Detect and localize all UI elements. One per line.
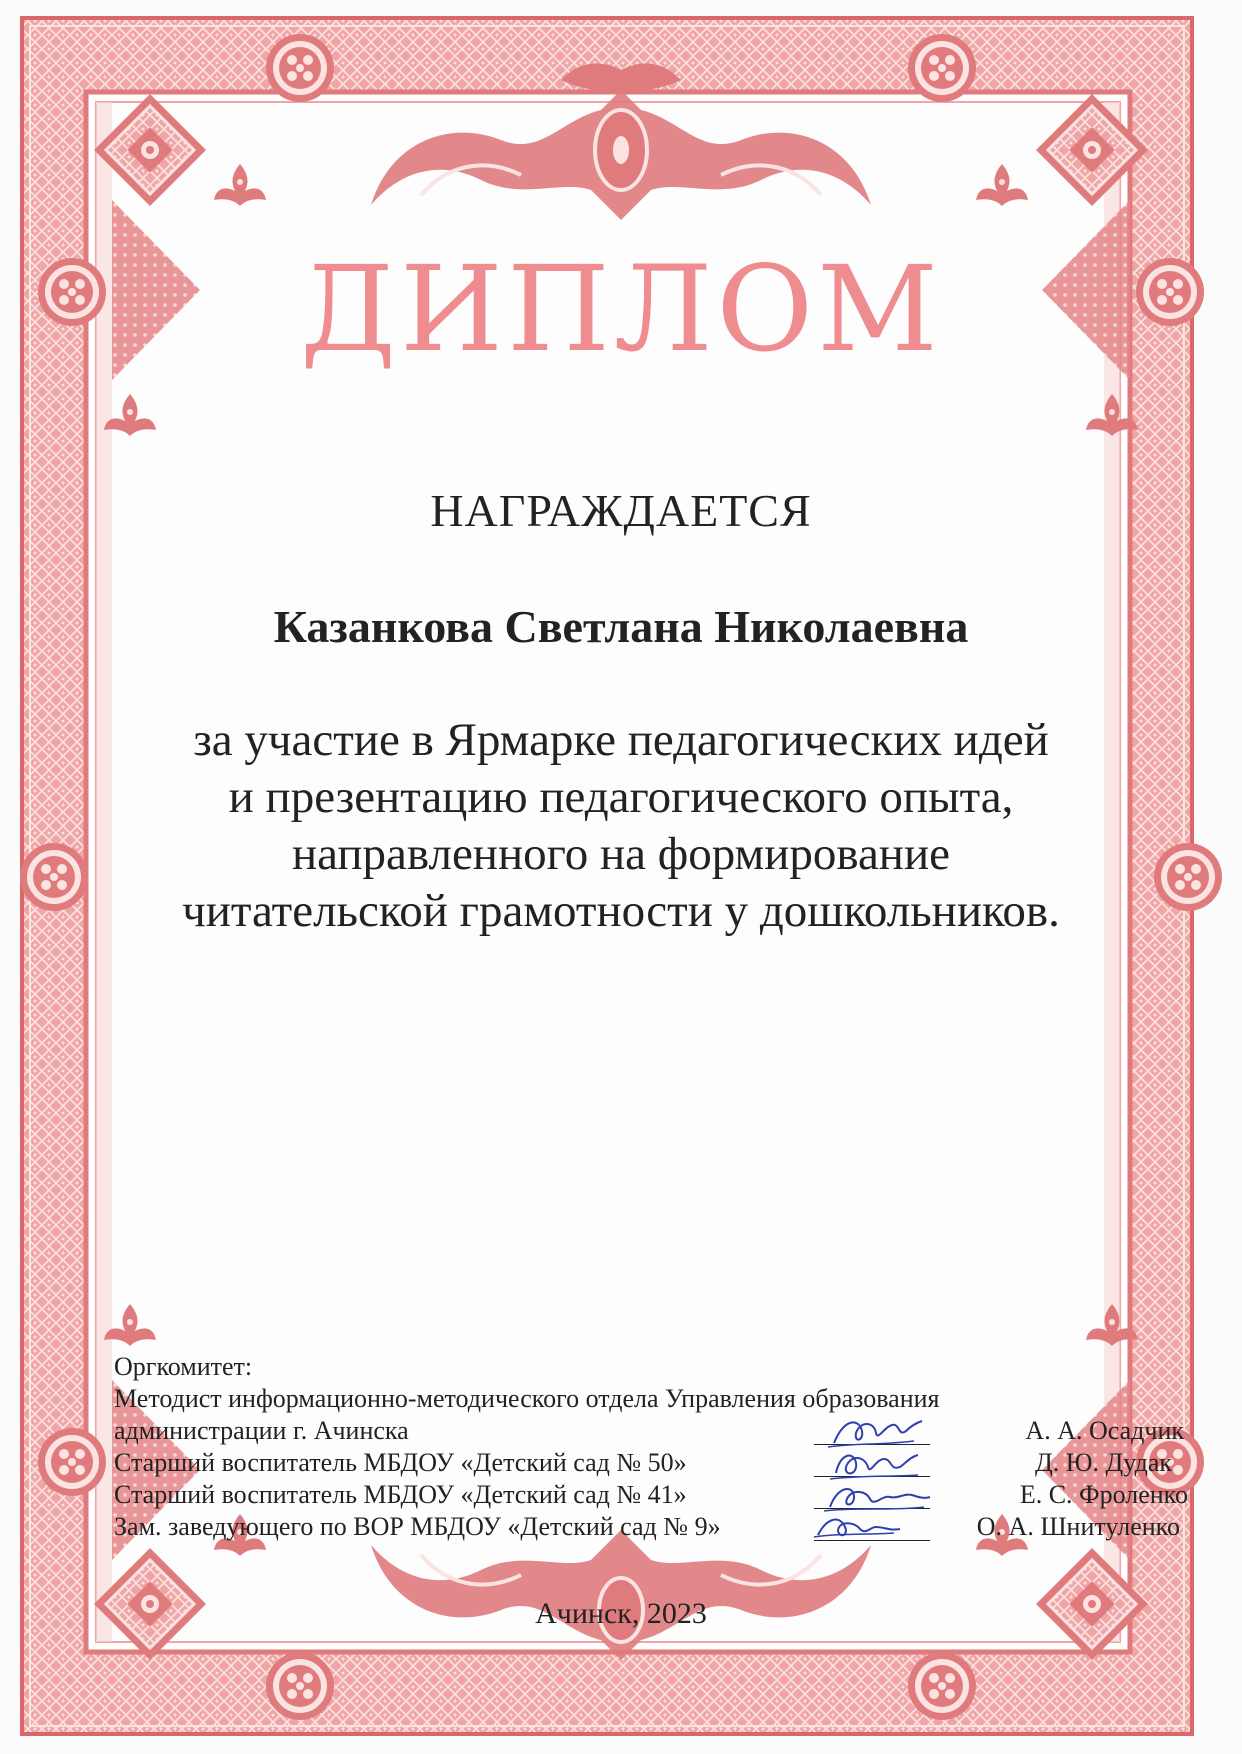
organizing-committee	[114, 1351, 1188, 1543]
award-reason	[0, 712, 1242, 940]
page-title: ДИПЛОМ	[300, 240, 942, 378]
handwritten-signature-icon	[810, 1505, 930, 1545]
award-heading: НАГРАЖДАЕТСЯ	[430, 485, 812, 536]
member-name: О. А. Шнитуленко	[976, 1512, 1180, 1541]
reason-line: за участие в Ярмарке педагогических идей	[193, 714, 1049, 766]
member-name: Е. С. Фроленко	[1019, 1480, 1188, 1509]
member-role: администрации г. Ачинска	[114, 1416, 409, 1445]
member-name: Д. Ю. Дудак	[1035, 1448, 1172, 1477]
member-role: Зам. заведующего по ВОР МБДОУ «Детский сад № 9»	[114, 1512, 721, 1541]
member-role: Старший воспитатель МБДОУ «Детский сад № 50»	[114, 1448, 687, 1477]
place-and-year: Ачинск, 2023	[535, 1597, 707, 1630]
committee-member-row	[114, 1447, 1184, 1479]
committee-member-row	[114, 1479, 1188, 1511]
member-role: Старший воспитатель МБДОУ «Детский сад № 41»	[114, 1480, 687, 1509]
committee-intro: Методист информационно-методического отдела Управления образования	[114, 1384, 940, 1413]
recipient-name: Казанкова Светлана Николаевна	[273, 601, 969, 652]
reason-line: читательской грамотности у дошкольников.	[182, 885, 1060, 937]
member-name: А. А. Осадчик	[1025, 1416, 1184, 1445]
committee-heading: Оргкомитет:	[114, 1352, 253, 1381]
committee-member-row	[114, 1415, 1184, 1447]
committee-member-row	[114, 1511, 1184, 1543]
reason-line: и презентацию педагогического опыта,	[228, 771, 1014, 823]
reason-line: направленного на формирование	[292, 828, 950, 880]
